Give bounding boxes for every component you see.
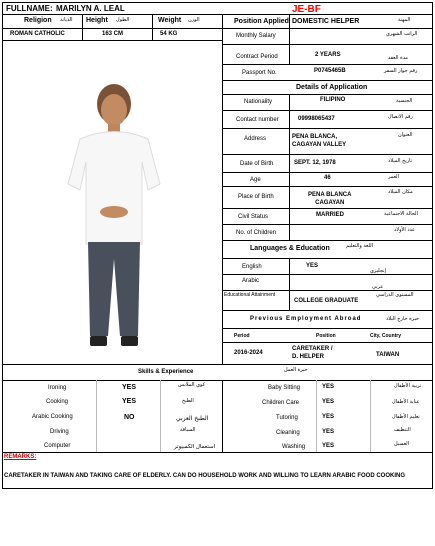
english-ar: إنجليزي xyxy=(370,268,386,274)
skill-value: YES xyxy=(322,414,335,420)
hands xyxy=(100,206,128,218)
fullname-label: FULLNAME: xyxy=(6,4,53,13)
skill-row xyxy=(2,380,222,394)
nationality-ar: الجنسية xyxy=(396,98,413,104)
skill-label: Cooking xyxy=(46,399,69,405)
row-age xyxy=(222,172,432,186)
languages-title-ar: اللغة والتعليم xyxy=(346,243,373,249)
skill-label: Driving xyxy=(50,429,69,435)
skill-ar: استعمال الكمبيوتر xyxy=(174,444,216,450)
nationality-label: Nationality xyxy=(244,99,273,105)
age-ar: العمر xyxy=(388,174,399,180)
row-children xyxy=(222,224,432,240)
passport-ar: رقم جواز السفر xyxy=(384,68,418,74)
languages-title: Languages & Education xyxy=(250,245,330,252)
row-pob xyxy=(222,186,432,208)
religion-label: Religion xyxy=(24,17,52,24)
education-label: Educational Attainment xyxy=(224,292,276,298)
header-divider xyxy=(2,14,433,15)
col-divider-1 xyxy=(82,14,83,40)
position-label-ar: المهنة xyxy=(398,17,411,23)
row-civil xyxy=(222,208,432,224)
top-row-divider xyxy=(2,28,222,29)
skills-bottom-divider xyxy=(2,452,433,453)
skill-ar: الغسيل xyxy=(394,441,410,447)
age-value: 46 xyxy=(324,175,331,181)
english-divider xyxy=(222,274,432,275)
applicant-figure xyxy=(10,44,220,362)
applicant-code: JE-BF xyxy=(292,4,321,15)
skill-row xyxy=(222,408,432,424)
skill-value: YES xyxy=(322,443,335,449)
white-shirt xyxy=(68,132,160,245)
skill-row xyxy=(222,424,432,438)
skill-ar: الطبخ xyxy=(182,398,194,404)
arabic-divider xyxy=(222,290,432,291)
passport-value: P0745465B xyxy=(314,68,346,74)
skill-value: YES xyxy=(322,429,335,435)
row-dob xyxy=(222,154,432,172)
skill-label: Computer xyxy=(44,443,71,449)
weight-label: Weight xyxy=(158,17,182,24)
skill-ar: السياقة xyxy=(180,427,196,433)
skills-title: Skills & Experience xyxy=(138,369,194,375)
divider-8 xyxy=(222,240,432,241)
skill-ar: الطبخ العربي xyxy=(176,415,209,422)
skills-title-ar: خبرة العمل xyxy=(284,367,308,373)
skills-top-divider xyxy=(2,364,433,365)
emp-position-value: CARETAKER / D. HELPER xyxy=(292,346,333,360)
religion-label-ar: الديانة xyxy=(60,17,73,23)
emp-header-position: Position xyxy=(316,333,336,339)
salary-label-ar: الراتب الشهري xyxy=(386,31,418,37)
applicant-photo xyxy=(10,44,220,362)
skill-row xyxy=(2,408,222,424)
weight-value: 54 KG xyxy=(160,31,178,37)
position-divider xyxy=(222,28,432,29)
skill-row xyxy=(222,394,432,408)
height-label-ar: الطول xyxy=(116,17,130,23)
skill-row xyxy=(2,424,222,438)
skill-row xyxy=(222,380,432,394)
skill-ar: عناية الأطفال xyxy=(392,399,420,405)
fullname-value: MARILYN A. LEAL xyxy=(56,4,125,13)
skill-value: YES xyxy=(322,384,335,390)
skill-value: NO xyxy=(124,414,135,421)
contract-period-label: Contract Period xyxy=(236,54,278,60)
skill-label: Children Care xyxy=(262,400,300,406)
pob-value: PENA BLANCA CAGAYAN xyxy=(308,192,352,206)
children-ar: عدد الأولاد xyxy=(394,227,416,233)
languages-divider xyxy=(222,258,432,259)
civil-ar: الحالة الاجتماعية xyxy=(384,211,418,217)
row-address xyxy=(222,128,432,154)
row-contact xyxy=(222,110,432,128)
employment-title-divider xyxy=(222,328,432,329)
skill-label: Cleaning xyxy=(276,430,300,436)
dob-ar: تاريخ الميلاد xyxy=(388,158,413,164)
application-title: Details of Application xyxy=(296,84,368,91)
skill-row xyxy=(2,394,222,408)
employment-title-ar: خبرة خارج البلاد xyxy=(386,316,420,322)
address-value: PENA BLANCA, CAGAYAN VALLEY xyxy=(292,134,347,148)
education-value: COLLEGE GRADUATE xyxy=(294,298,359,304)
arabic-label: Arabic xyxy=(242,278,260,284)
skill-ar: تعليم الأطفال xyxy=(392,414,420,420)
contract-period-ar: مدة العقد xyxy=(388,55,408,61)
skill-ar: تربية الأطفال xyxy=(394,383,422,389)
right-col-divider xyxy=(289,14,290,64)
emp-header-country: City, Country xyxy=(370,333,402,339)
dark-pants xyxy=(88,242,140,336)
col-divider-2 xyxy=(152,14,153,40)
dob-label: Date of Birth xyxy=(240,161,274,167)
remarks-label: REMARKS: xyxy=(4,454,37,460)
emp-header-divider xyxy=(222,342,432,343)
skill-label: Ironing xyxy=(48,385,67,391)
passport-divider xyxy=(222,80,432,81)
emp-country-value: TAIWAN xyxy=(376,352,400,358)
skill-row xyxy=(2,438,222,452)
contact-label: Contact number xyxy=(236,117,279,123)
emp-header-period: Period xyxy=(234,333,250,339)
salary-divider xyxy=(222,44,432,45)
contract-divider xyxy=(222,64,432,65)
languages-col-divider xyxy=(289,258,290,310)
skill-label: Washing xyxy=(282,444,306,450)
skill-label: Baby Sitting xyxy=(268,385,301,391)
height-value: 163 CM xyxy=(102,31,124,37)
skill-row xyxy=(222,438,432,452)
right-border xyxy=(432,2,433,488)
position-label: Position Applied xyxy=(234,18,289,25)
civil-value: MARRIED xyxy=(316,212,344,218)
top-border xyxy=(2,2,433,3)
skill-ar: التنظيف xyxy=(394,427,411,433)
civil-label: Civil Status xyxy=(238,214,269,220)
bottom-border xyxy=(2,488,433,489)
weight-label-ar: الوزن xyxy=(188,17,200,23)
skill-label: Arabic Cooking xyxy=(32,414,73,420)
row-nationality xyxy=(222,94,432,110)
skill-label: Tutoring xyxy=(276,415,298,421)
pob-label: Place of Birth xyxy=(238,194,274,200)
skill-value: YES xyxy=(122,398,137,405)
top-row-bottom xyxy=(2,40,222,41)
passport-label: Passport No. xyxy=(242,70,277,76)
remarks-text: CARETAKER IN TAIWAN AND TAKING CARE OF ELDERLY. CAN DO HOUSEHOLD WORK AND WILLING TO LEARN ARABIC FOOD COOKING xyxy=(4,473,405,479)
education-divider xyxy=(222,310,432,311)
religion-value: ROMAN CATHOLIC xyxy=(10,31,65,37)
nationality-value: FILIPINO xyxy=(320,97,346,103)
contact-value: 09998065437 xyxy=(298,116,335,122)
position-value: DOMESTIC HELPER xyxy=(292,18,360,25)
arabic-ar: عربي xyxy=(372,284,384,290)
address-ar: العنوان xyxy=(398,132,413,138)
english-label: English xyxy=(242,264,262,270)
emp-period-value: 2016-2024 xyxy=(234,350,263,356)
dob-value: SEPT. 12, 1978 xyxy=(294,160,336,166)
contract-period-value: 2 YEARS xyxy=(315,52,341,58)
english-value: YES xyxy=(306,263,319,269)
skill-value: YES xyxy=(322,399,335,405)
employment-title: Previous Employment Abroad xyxy=(250,316,362,322)
age-label: Age xyxy=(250,177,261,183)
height-label: Height xyxy=(86,17,108,24)
salary-label: Monthly Salary xyxy=(236,33,276,39)
skill-ar: كوي الملابس xyxy=(178,382,206,388)
address-label: Address xyxy=(244,136,267,142)
contact-ar: رقم الاتصال xyxy=(388,114,413,120)
pob-ar: مكان الميلاد xyxy=(388,189,413,195)
children-label: No. of Children xyxy=(236,230,277,236)
skill-value: YES xyxy=(122,384,137,391)
face-shape xyxy=(101,94,127,126)
education-ar: المستوى الدراسي xyxy=(376,292,414,298)
